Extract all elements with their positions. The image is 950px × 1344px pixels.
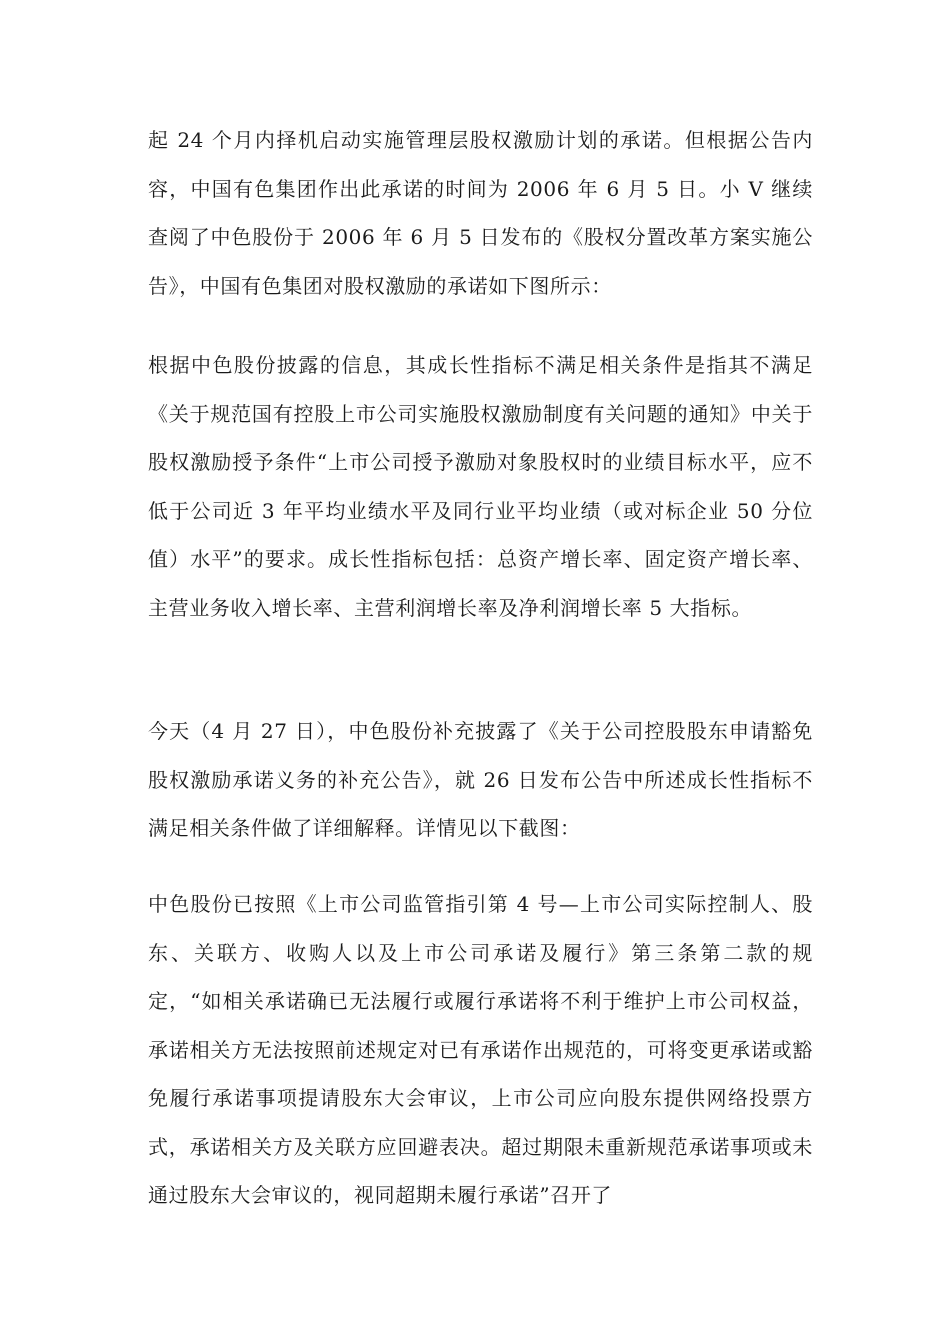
paragraph-2: 根据中色股份披露的信息，其成长性指标不满足相关条件是指其不满足《关于规范国有控股上市公司实施股权激励制度有关问题的通知》中关于股权激励授予条件“上市公司授予激励对象股权时的业绩目标水平，应不低于公司近 3 年平均业绩水平及同行业平均业绩（或对标企业 50 分位值）水平”的要求。成长性指标包括：总资产增长率、固定资产增长率、主营业务收入增长率、主营利润增长率及净利润增长率 5 大指标。 bbox=[148, 353, 813, 620]
paragraph-4: 中色股份已按照《上市公司监管指引第 4 号—上市公司实际控制人、股东、关联方、收购人以及上市公司承诺及履行》第三条第二款的规定，“如相关承诺确已无法履行或履行承诺将不利于维护上市公司权益，承诺相关方无法按照前述规定对已有承诺作出规范的，可将变更承诺或豁免履行承诺事项提请股东大会审议，上市公司应向股东提供网络投票方式，承诺相关方及关联方应回避表决。超过期限未重新规范承诺事项或未通过股东大会审议的，视同超期未履行承诺”召开了 bbox=[148, 892, 813, 1207]
paragraph-3: 今天（4 月 27 日），中色股份补充披露了《关于公司控股股东申请豁免股权激励承诺义务的补充公告》，就 26 日发布公告中所述成长性指标不满足相关条件做了详细解释。详情见以下截图： bbox=[148, 719, 813, 840]
paragraph-1: 起 24 个月内择机启动实施管理层股权激励计划的承诺。但根据公告内容，中国有色集团作出此承诺的时间为 2006 年 6 月 5 日。小 V 继续查阅了中色股份于 2006 年 6 月 5 日发布的《股权分置改革方案实施公告》，中国有色集团对股权激励的承诺如下图所示： bbox=[148, 128, 813, 298]
